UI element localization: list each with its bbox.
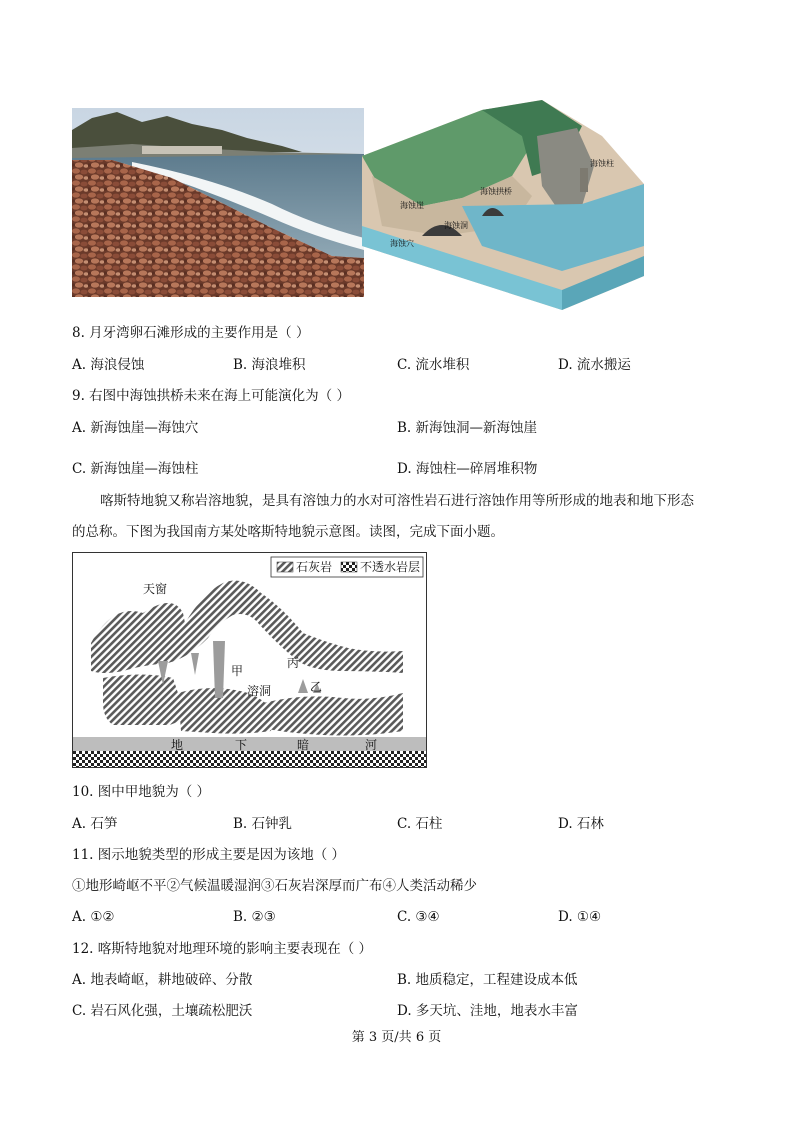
label-cave: 溶洞 [247, 684, 272, 698]
q8-option-a[interactable]: A. 海浪侵蚀 [72, 357, 145, 373]
passage-line-1: 喀斯特地貌又称岩溶地貌，是具有溶蚀力的水对可溶性岩石进行溶蚀作用等所形成的地表和地下形态 [100, 493, 694, 509]
q9-option-d[interactable]: D. 海蚀柱—碎屑堆积物 [397, 461, 538, 477]
legend-impermeable: 不透水岩层 [360, 560, 421, 574]
legend-limestone: 石灰岩 [296, 560, 333, 574]
sea-label-arch: 海蚀拱桥 [480, 187, 512, 196]
q11-option-a[interactable]: A. ①② [72, 909, 115, 925]
label-river-1: 地 [171, 738, 184, 752]
q11-option-b[interactable]: B. ②③ [233, 909, 276, 925]
label-bing: 丙 [287, 656, 300, 670]
question-8-stem: 8. 月牙湾卵石滩形成的主要作用是（ ） [72, 325, 310, 341]
q9-option-b[interactable]: B. 新海蚀洞—新海蚀崖 [397, 420, 538, 436]
label-jia: 甲 [231, 664, 244, 678]
q11-option-c[interactable]: C. ③④ [397, 909, 440, 925]
label-river-3: 暗 [297, 738, 310, 752]
q10-option-a[interactable]: A. 石笋 [72, 816, 118, 832]
q10-option-d[interactable]: D. 石林 [558, 816, 604, 832]
q12-option-d[interactable]: D. 多天坑、洼地，地表水丰富 [397, 1003, 578, 1019]
question-11-stem: 11. 图示地貌类型的形成主要是因为该地（ ） [72, 847, 346, 863]
sea-label-stack: 海蚀柱 [590, 159, 614, 168]
pebble-beach-photo [72, 108, 364, 297]
sea-erosion-diagram [362, 96, 654, 310]
page-footer: 第 3 页/共 6 页 [351, 1030, 442, 1045]
q9-option-a[interactable]: A. 新海蚀崖—海蚀穴 [72, 420, 199, 436]
sea-label-notch: 海蚀穴 [390, 239, 414, 248]
question-10-stem: 10. 图中甲地貌为（ ） [72, 784, 211, 800]
q12-option-c[interactable]: C. 岩石风化强，土壤疏松肥沃 [72, 1003, 253, 1019]
sea-label-cliff: 海蚀崖 [400, 201, 424, 210]
question-9-stem: 9. 右图中海蚀拱桥未来在海上可能演化为（ ） [72, 388, 350, 404]
question-11-items: ①地形崎岖不平②气候温暖湿润③石灰岩深厚而广布④人类活动稀少 [72, 878, 477, 894]
q10-option-c[interactable]: C. 石柱 [397, 816, 443, 832]
karst-diagram [72, 552, 427, 768]
q8-option-b[interactable]: B. 海浪堆积 [233, 357, 306, 373]
passage-line-2: 的总称。下图为我国南方某处喀斯特地貌示意图。读图，完成下面小题。 [72, 524, 504, 540]
q9-option-c[interactable]: C. 新海蚀崖—海蚀柱 [72, 461, 199, 477]
q11-option-d[interactable]: D. ①④ [558, 909, 602, 925]
question-12-stem: 12. 喀斯特地貌对地理环境的影响主要表现在（ ） [72, 941, 373, 957]
q12-option-a[interactable]: A. 地表崎岖，耕地破碎、分散 [72, 972, 253, 988]
label-yi: 乙 [310, 680, 323, 694]
sea-label-cave: 海蚀洞 [444, 221, 468, 230]
q12-option-b[interactable]: B. 地质稳定，工程建设成本低 [397, 972, 578, 988]
q8-option-d[interactable]: D. 流水搬运 [558, 357, 631, 373]
label-skylight: 天窗 [143, 582, 168, 596]
q8-option-c[interactable]: C. 流水堆积 [397, 357, 470, 373]
label-river-4: 河 [365, 738, 378, 752]
q10-option-b[interactable]: B. 石钟乳 [233, 816, 293, 832]
label-river-2: 下 [235, 738, 248, 752]
